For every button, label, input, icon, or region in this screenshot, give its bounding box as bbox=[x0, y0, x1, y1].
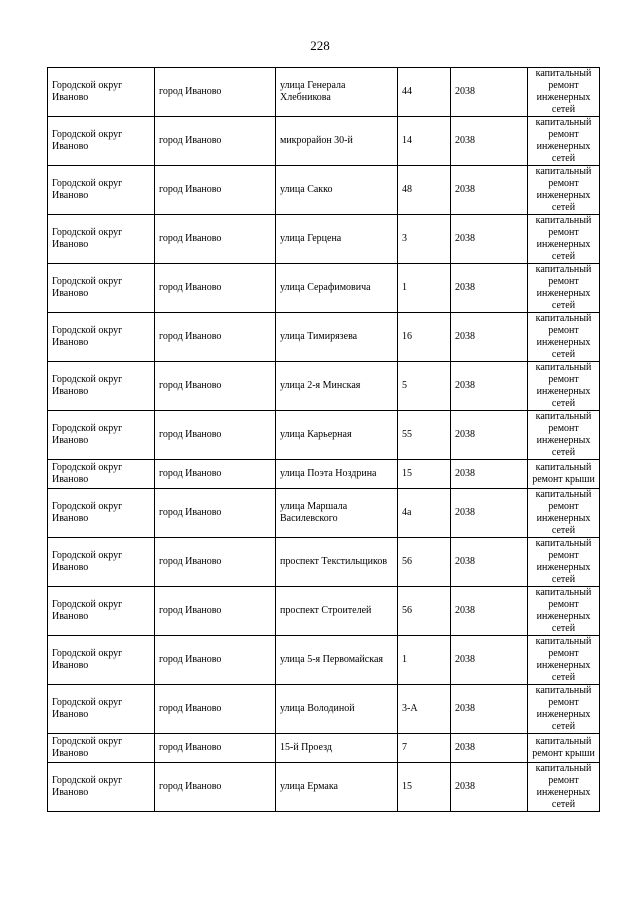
table-row bbox=[48, 166, 600, 215]
work-type-cell: капитальный ремонт инженерных сетей bbox=[528, 68, 600, 117]
house-cell: 15 bbox=[398, 460, 451, 489]
work-type-cell: капитальный ремонт инженерных сетей bbox=[528, 636, 600, 685]
work-type-cell: капитальный ремонт инженерных сетей bbox=[528, 411, 600, 460]
city-cell: город Иваново bbox=[155, 68, 276, 117]
street-cell: улица 2-я Минская bbox=[276, 362, 398, 411]
table-row bbox=[48, 763, 600, 812]
house-cell: 56 bbox=[398, 587, 451, 636]
year-cell: 2038 bbox=[451, 460, 528, 489]
year-cell: 2038 bbox=[451, 68, 528, 117]
city-cell: город Иваново bbox=[155, 734, 276, 763]
house-cell: 16 bbox=[398, 313, 451, 362]
table-row bbox=[48, 411, 600, 460]
street-cell: улица Маршала Василевского bbox=[276, 489, 398, 538]
house-cell: 14 bbox=[398, 117, 451, 166]
house-cell: 55 bbox=[398, 411, 451, 460]
registry-table bbox=[47, 67, 600, 812]
city-cell: город Иваново bbox=[155, 362, 276, 411]
street-cell: улица Генерала Хлебникова bbox=[276, 68, 398, 117]
work-type-cell: капитальный ремонт инженерных сетей bbox=[528, 215, 600, 264]
year-cell: 2038 bbox=[451, 117, 528, 166]
district-cell: Городской округ Иваново bbox=[48, 68, 155, 117]
city-cell: город Иваново bbox=[155, 489, 276, 538]
year-cell: 2038 bbox=[451, 538, 528, 587]
street-cell: проспект Текстильщиков bbox=[276, 538, 398, 587]
district-cell: Городской округ Иваново bbox=[48, 538, 155, 587]
work-type-cell: капитальный ремонт крыши bbox=[528, 734, 600, 763]
street-cell: улица Серафимовича bbox=[276, 264, 398, 313]
street-cell: улица Ермака bbox=[276, 763, 398, 812]
house-cell: 1 bbox=[398, 636, 451, 685]
street-cell: улица Володиной bbox=[276, 685, 398, 734]
house-cell: 56 bbox=[398, 538, 451, 587]
work-type-cell: капитальный ремонт крыши bbox=[528, 460, 600, 489]
work-type-cell: капитальный ремонт инженерных сетей bbox=[528, 587, 600, 636]
house-cell: 44 bbox=[398, 68, 451, 117]
city-cell: город Иваново bbox=[155, 215, 276, 264]
work-type-cell: капитальный ремонт инженерных сетей bbox=[528, 264, 600, 313]
district-cell: Городской округ Иваново bbox=[48, 117, 155, 166]
city-cell: город Иваново bbox=[155, 117, 276, 166]
table-row bbox=[48, 313, 600, 362]
table-row bbox=[48, 489, 600, 538]
street-cell: проспект Строителей bbox=[276, 587, 398, 636]
year-cell: 2038 bbox=[451, 215, 528, 264]
work-type-cell: капитальный ремонт инженерных сетей bbox=[528, 362, 600, 411]
district-cell: Городской округ Иваново bbox=[48, 215, 155, 264]
page-number: 228 bbox=[310, 38, 330, 53]
district-cell: Городской округ Иваново bbox=[48, 460, 155, 489]
year-cell: 2038 bbox=[451, 587, 528, 636]
city-cell: город Иваново bbox=[155, 460, 276, 489]
district-cell: Городской округ Иваново bbox=[48, 636, 155, 685]
district-cell: Городской округ Иваново bbox=[48, 166, 155, 215]
work-type-cell: капитальный ремонт инженерных сетей bbox=[528, 166, 600, 215]
work-type-cell: капитальный ремонт инженерных сетей bbox=[528, 685, 600, 734]
city-cell: город Иваново bbox=[155, 538, 276, 587]
house-cell: 1 bbox=[398, 264, 451, 313]
year-cell: 2038 bbox=[451, 313, 528, 362]
street-cell: 15-й Проезд bbox=[276, 734, 398, 763]
table-row bbox=[48, 117, 600, 166]
year-cell: 2038 bbox=[451, 166, 528, 215]
year-cell: 2038 bbox=[451, 264, 528, 313]
district-cell: Городской округ Иваново bbox=[48, 763, 155, 812]
table-row bbox=[48, 460, 600, 489]
table-row bbox=[48, 538, 600, 587]
house-cell: 7 bbox=[398, 734, 451, 763]
district-cell: Городской округ Иваново bbox=[48, 489, 155, 538]
year-cell: 2038 bbox=[451, 685, 528, 734]
street-cell: улица Поэта Ноздрина bbox=[276, 460, 398, 489]
table-row bbox=[48, 264, 600, 313]
district-cell: Городской округ Иваново bbox=[48, 587, 155, 636]
city-cell: город Иваново bbox=[155, 166, 276, 215]
city-cell: город Иваново bbox=[155, 264, 276, 313]
work-type-cell: капитальный ремонт инженерных сетей bbox=[528, 763, 600, 812]
work-type-cell: капитальный ремонт инженерных сетей bbox=[528, 313, 600, 362]
district-cell: Городской округ Иваново bbox=[48, 362, 155, 411]
street-cell: улица Тимирязева bbox=[276, 313, 398, 362]
year-cell: 2038 bbox=[451, 734, 528, 763]
house-cell: 15 bbox=[398, 763, 451, 812]
district-cell: Городской округ Иваново bbox=[48, 685, 155, 734]
street-cell: улица Герцена bbox=[276, 215, 398, 264]
year-cell: 2038 bbox=[451, 489, 528, 538]
table-row bbox=[48, 215, 600, 264]
year-cell: 2038 bbox=[451, 362, 528, 411]
work-type-cell: капитальный ремонт инженерных сетей bbox=[528, 489, 600, 538]
district-cell: Городской округ Иваново bbox=[48, 313, 155, 362]
street-cell: улица 5-я Первомайская bbox=[276, 636, 398, 685]
table-row bbox=[48, 636, 600, 685]
work-type-cell: капитальный ремонт инженерных сетей bbox=[528, 117, 600, 166]
registry-table-body bbox=[48, 68, 600, 812]
house-cell: 48 bbox=[398, 166, 451, 215]
table-row bbox=[48, 685, 600, 734]
city-cell: город Иваново bbox=[155, 313, 276, 362]
year-cell: 2038 bbox=[451, 763, 528, 812]
table-row bbox=[48, 734, 600, 763]
city-cell: город Иваново bbox=[155, 636, 276, 685]
work-type-cell: капитальный ремонт инженерных сетей bbox=[528, 538, 600, 587]
table-row bbox=[48, 587, 600, 636]
street-cell: микрорайон 30-й bbox=[276, 117, 398, 166]
city-cell: город Иваново bbox=[155, 763, 276, 812]
district-cell: Городской округ Иваново bbox=[48, 734, 155, 763]
year-cell: 2038 bbox=[451, 411, 528, 460]
house-cell: 3-А bbox=[398, 685, 451, 734]
table-row bbox=[48, 68, 600, 117]
house-cell: 5 bbox=[398, 362, 451, 411]
district-cell: Городской округ Иваново bbox=[48, 411, 155, 460]
city-cell: город Иваново bbox=[155, 411, 276, 460]
street-cell: улица Сакко bbox=[276, 166, 398, 215]
year-cell: 2038 bbox=[451, 636, 528, 685]
city-cell: город Иваново bbox=[155, 685, 276, 734]
city-cell: город Иваново bbox=[155, 587, 276, 636]
house-cell: 4а bbox=[398, 489, 451, 538]
street-cell: улица Карьерная bbox=[276, 411, 398, 460]
house-cell: 3 bbox=[398, 215, 451, 264]
district-cell: Городской округ Иваново bbox=[48, 264, 155, 313]
table-row bbox=[48, 362, 600, 411]
